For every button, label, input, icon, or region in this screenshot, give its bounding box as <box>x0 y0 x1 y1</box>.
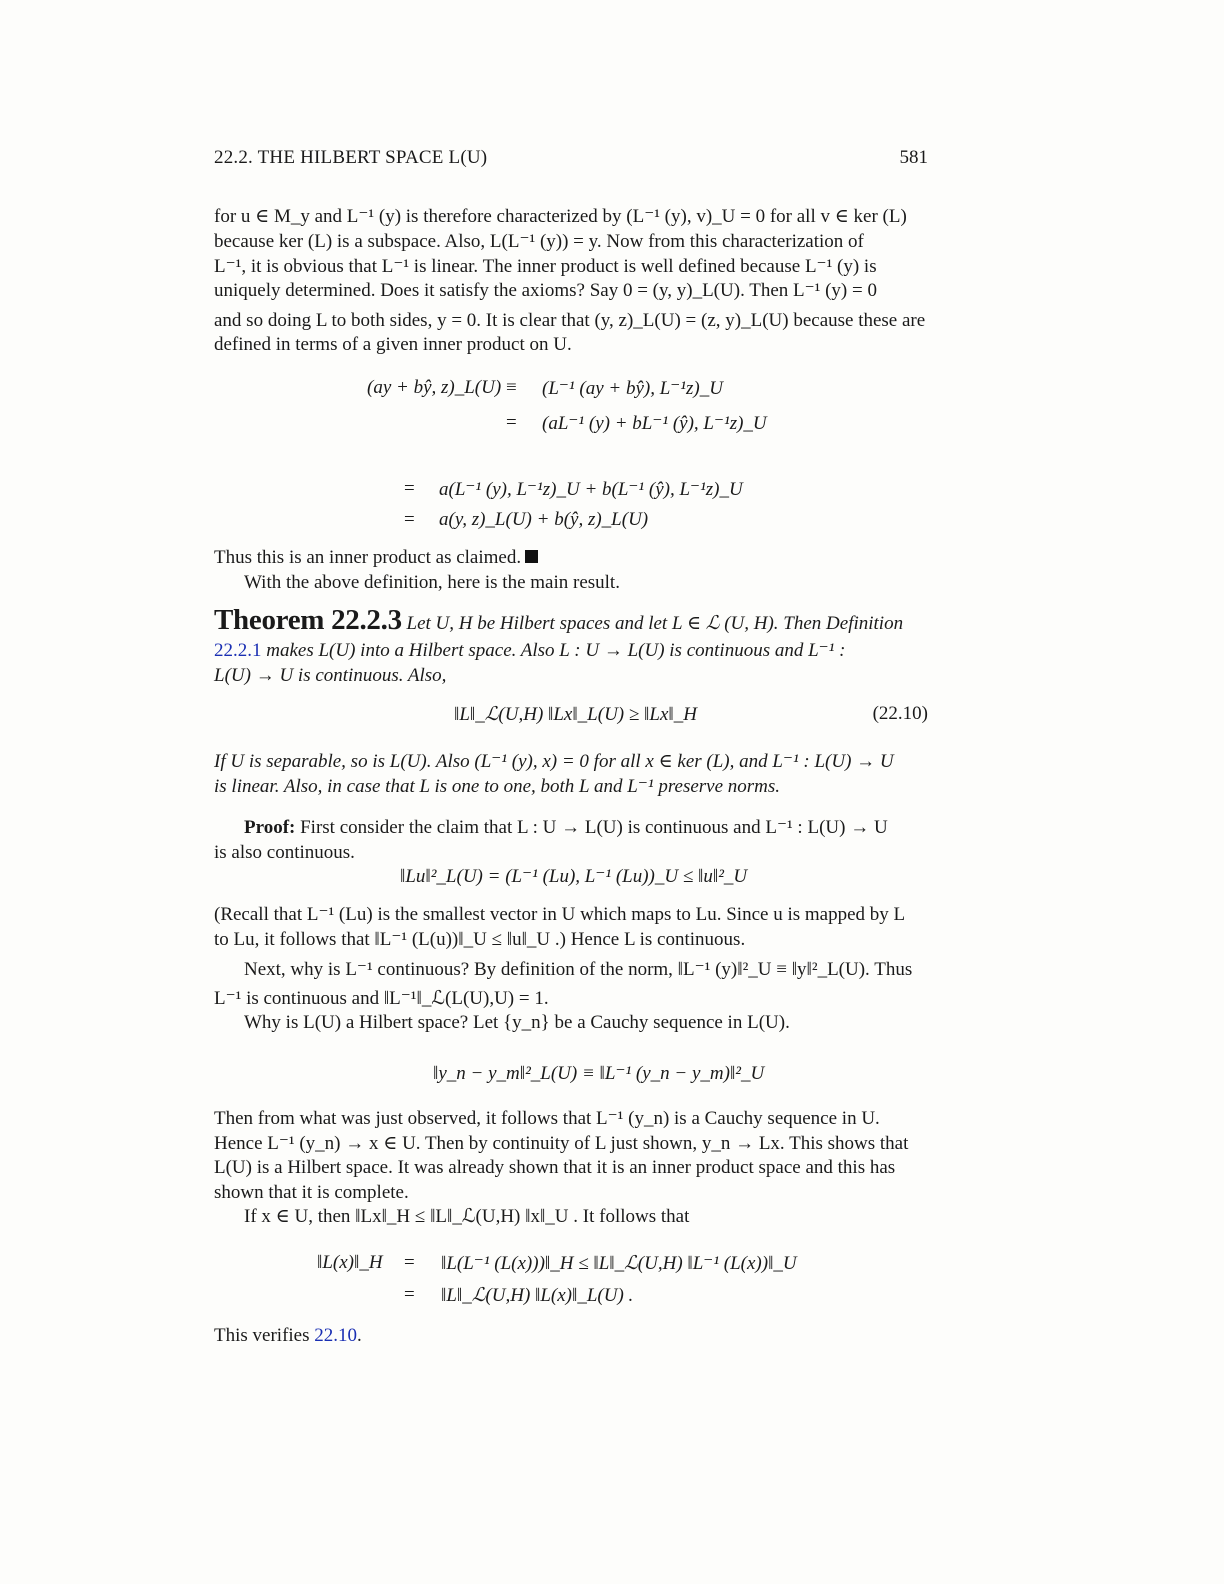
text-line: This verifies 22.10. <box>214 1325 362 1346</box>
equation-relation: ≡ <box>506 377 517 398</box>
text-line: (Recall that L⁻¹ (Lu) is the smallest vector in U which maps to Lu. Since u is mapped by L <box>214 904 906 925</box>
paragraph-verifies <box>214 1324 928 1349</box>
theorem-line: is linear. Also, in case that L is one to one, both L and L⁻¹ preserve norms. <box>214 776 781 797</box>
equation-22-10: ‖L‖_ℒ(U,H) ‖Lx‖_L(U) ≥ ‖Lx‖_H <box>454 704 697 725</box>
text-line: If x ∈ U, then ‖Lx‖_H ≤ ‖L‖_ℒ(U,H) ‖x‖_U . It follows that <box>244 1206 690 1227</box>
equation-rhs: ‖L‖_ℒ(U,H) ‖L(x)‖_L(U) . <box>441 1285 634 1306</box>
page-number: 581 <box>899 147 928 168</box>
proof-start <box>214 816 928 865</box>
equation-rhs: a(y, z)_L(U) + b(ŷ, z)_L(U) <box>439 509 649 530</box>
text-line: defined in terms of a given inner product on U. <box>214 334 572 355</box>
text-line: for u ∈ M_y and L⁻¹ (y) is therefore characterized by (L⁻¹ (y), v)_U = 0 for all v ∈ ker (L) <box>214 206 907 227</box>
text-line: and so doing L to both sides, y = 0. It is clear that (y, z)_L(U) = (z, y)_L(U) because these are <box>214 309 926 331</box>
theorem-line: If U is separable, so is L(U). Also (L⁻¹ (y), x) = 0 for all x ∈ ker (L), and L⁻¹ : L(U) → U <box>214 751 894 772</box>
definition-link[interactable]: 22.2.1 <box>214 640 262 661</box>
text-line: L(U) is a Hilbert space. It was already shown that it is an inner product space and this has <box>214 1157 896 1178</box>
qed-square-icon <box>525 550 538 563</box>
equation-rhs: ‖L(L⁻¹ (L(x)))‖_H ≤ ‖L‖_ℒ(U,H) ‖L⁻¹ (L(x))‖_U <box>441 1253 797 1274</box>
text-line: L⁻¹ is continuous and ‖L⁻¹‖_ℒ(L(U),U) = 1. <box>214 987 549 1009</box>
equation-link[interactable]: 22.10 <box>314 1325 358 1346</box>
theorem-continuation <box>214 748 928 800</box>
equation-lhs: (ay + bŷ, z)_L(U) <box>367 377 502 398</box>
text-line: uniquely determined. Does it satisfy the axioms? Say 0 = (y, y)_L(U). Then L⁻¹ (y) = 0 <box>214 280 877 301</box>
theorem-22-2-3 <box>214 605 928 688</box>
paragraph-conclusion <box>214 546 928 595</box>
proof-label: Proof: <box>244 817 296 838</box>
text-line: Next, why is L⁻¹ continuous? By definition of the norm, ‖L⁻¹ (y)‖²_U ≡ ‖y‖²_L(U). Thus <box>244 959 913 980</box>
equation-rhs: (aL⁻¹ (y) + bL⁻¹ (ŷ), L⁻¹z)_U <box>542 413 767 434</box>
paragraph-recall <box>214 903 928 952</box>
text-line: is also continuous. <box>214 841 355 863</box>
equation-rhs: (L⁻¹ (ay + bŷ), L⁻¹z)_U <box>542 378 723 399</box>
text-line: L⁻¹, it is obvious that L⁻¹ is linear. The inner product is well defined because L⁻¹ (y) is <box>214 255 877 277</box>
theorem-line: L(U) → U is continuous. Also, <box>214 664 447 686</box>
equation-relation: = <box>506 412 517 433</box>
equation-relation: = <box>404 1252 415 1273</box>
paragraph-inverse-continuity <box>214 958 928 1036</box>
text-line: Thus this is an inner product as claimed. <box>214 546 928 571</box>
equation-number: (22.10) <box>872 703 928 724</box>
equation-continuity-of-L: ‖Lu‖²_L(U) = (L⁻¹ (Lu), L⁻¹ (Lu))_U ≤ ‖u‖²_U <box>400 866 748 887</box>
equation-relation: = <box>404 509 415 530</box>
equation-relation: = <box>404 1284 415 1305</box>
running-header: 22.2. THE HILBERT SPACE L(U) <box>214 147 488 168</box>
text-line: to Lu, it follows that ‖L⁻¹ (L(u))‖_U ≤ ‖u‖_U .) Hence L is continuous. <box>214 928 746 950</box>
text-line: Hence L⁻¹ (y_n) → x ∈ U. Then by continuity of L just shown, y_n → Lx. This shows that <box>214 1132 909 1154</box>
text-line: Why is L(U) a Hilbert space? Let {y_n} be a Cauchy sequence in L(U). <box>244 1012 790 1033</box>
theorem-line: 22.2.1 makes L(U) into a Hilbert space. Also L : U → L(U) is continuous and L⁻¹ : <box>214 640 846 661</box>
paragraph-characterization <box>214 203 928 358</box>
text-line: Proof: First consider the claim that L : U → L(U) is continuous and L⁻¹ : L(U) → U <box>244 817 888 838</box>
theorem-heading: Theorem 22.2.3 <box>214 604 402 636</box>
paragraph-completeness <box>214 1107 928 1230</box>
equation-relation: = <box>404 478 415 499</box>
text-line: Then from what was just observed, it follows that L⁻¹ (y_n) is a Cauchy sequence in U. <box>214 1108 880 1129</box>
text-line: shown that it is complete. <box>214 1181 409 1203</box>
equation-cauchy: ‖y_n − y_m‖²_L(U) ≡ ‖L⁻¹ (y_n − y_m)‖²_U <box>433 1063 765 1084</box>
equation-rhs: a(L⁻¹ (y), L⁻¹z)_U + b(L⁻¹ (ŷ), L⁻¹z)_U <box>439 479 743 500</box>
text-line: because ker (L) is a subspace. Also, L(L⁻¹ (y)) = y. Now from this characterization of <box>214 231 864 252</box>
text-line: With the above definition, here is the main result. <box>244 571 620 593</box>
equation-lhs: ‖L(x)‖_H <box>317 1252 383 1273</box>
theorem-line: Theorem 22.2.3 Let U, H be Hilbert spaces and let L ∈ ℒ (U, H). Then Definition <box>214 604 904 636</box>
